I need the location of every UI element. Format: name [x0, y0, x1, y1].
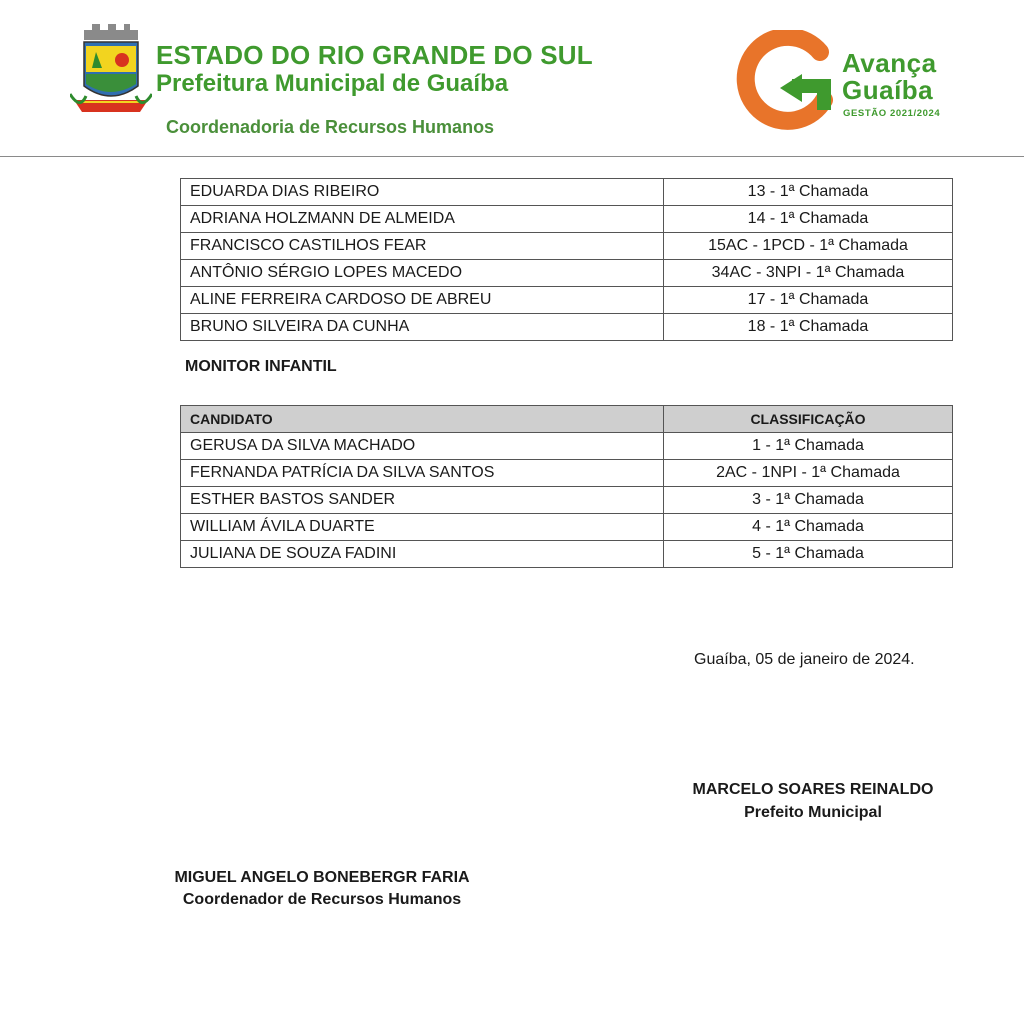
header-divider — [0, 156, 1024, 157]
mayor-signature-title: Prefeito Municipal — [744, 804, 882, 821]
candidate-name: BRUNO SILVEIRA DA CUNHA — [181, 314, 664, 341]
candidate-name: ESTHER BASTOS SANDER — [181, 487, 664, 514]
candidate-classification: 5 - 1ª Chamada — [664, 541, 953, 568]
table-row — [181, 260, 953, 287]
hr-signature-title: Coordenador de Recursos Humanos — [182, 891, 462, 908]
table-row — [181, 487, 953, 514]
department-title: Coordenadoria de Recursos Humanos — [166, 117, 495, 137]
candidate-classification: 2AC - 1NPI - 1ª Chamada — [664, 460, 953, 487]
candidate-classification: 13 - 1ª Chamada — [664, 179, 953, 206]
table-row — [181, 514, 953, 541]
state-title: ESTADO DO RIO GRANDE DO SUL — [156, 40, 593, 70]
candidate-classification: 3 - 1ª Chamada — [664, 487, 953, 514]
candidate-classification: 17 - 1ª Chamada — [664, 287, 953, 314]
header-classification: CLASSIFICAÇÃO — [664, 406, 953, 433]
table-row — [181, 433, 953, 460]
date-line: Guaíba, 05 de janeiro de 2024. — [694, 651, 915, 668]
candidate-classification: 1 - 1ª Chamada — [664, 433, 953, 460]
coat-of-arms-icon — [70, 24, 152, 124]
hr-signature-name: MIGUEL ANGELO BONEBERGR FARIA — [174, 869, 470, 886]
candidate-name: ALINE FERREIRA CARDOSO DE ABREU — [181, 287, 664, 314]
candidate-name: ADRIANA HOLZMANN DE ALMEIDA — [181, 206, 664, 233]
candidate-classification: 15AC - 1PCD - 1ª Chamada — [664, 233, 953, 260]
brand-line-2: Guaíba — [842, 75, 934, 105]
monitor-classification-table — [180, 405, 953, 568]
candidate-classification: 34AC - 3NPI - 1ª Chamada — [664, 260, 953, 287]
header-candidate: CANDIDATO — [181, 406, 664, 433]
candidate-name: WILLIAM ÁVILA DUARTE — [181, 514, 664, 541]
candidate-name: FRANCISCO CASTILHOS FEAR — [181, 233, 664, 260]
candidate-name: FERNANDA PATRÍCIA DA SILVA SANTOS — [181, 460, 664, 487]
table-row — [181, 179, 953, 206]
table-row — [181, 541, 953, 568]
section-title: MONITOR INFANTIL — [185, 358, 337, 375]
table-header-row — [181, 406, 953, 433]
candidate-classification: 18 - 1ª Chamada — [664, 314, 953, 341]
previous-classification-table — [180, 178, 953, 341]
candidate-name: GERUSA DA SILVA MACHADO — [181, 433, 664, 460]
table-row — [181, 314, 953, 341]
table-row — [181, 233, 953, 260]
city-title: Prefeitura Municipal de Guaíba — [156, 70, 509, 97]
table-row — [181, 460, 953, 487]
mayor-signature-name: MARCELO SOARES REINALDO — [692, 781, 934, 798]
candidate-name: ANTÔNIO SÉRGIO LOPES MACEDO — [181, 260, 664, 287]
candidate-classification: 14 - 1ª Chamada — [664, 206, 953, 233]
candidate-classification: 4 - 1ª Chamada — [664, 514, 953, 541]
candidate-name: JULIANA DE SOUZA FADINI — [181, 541, 664, 568]
brand-line-1: Avança — [842, 48, 937, 78]
table-row — [181, 206, 953, 233]
candidate-name: EDUARDA DIAS RIBEIRO — [181, 179, 664, 206]
table-row — [181, 287, 953, 314]
brand-term: GESTÃO 2021/2024 — [843, 108, 941, 119]
